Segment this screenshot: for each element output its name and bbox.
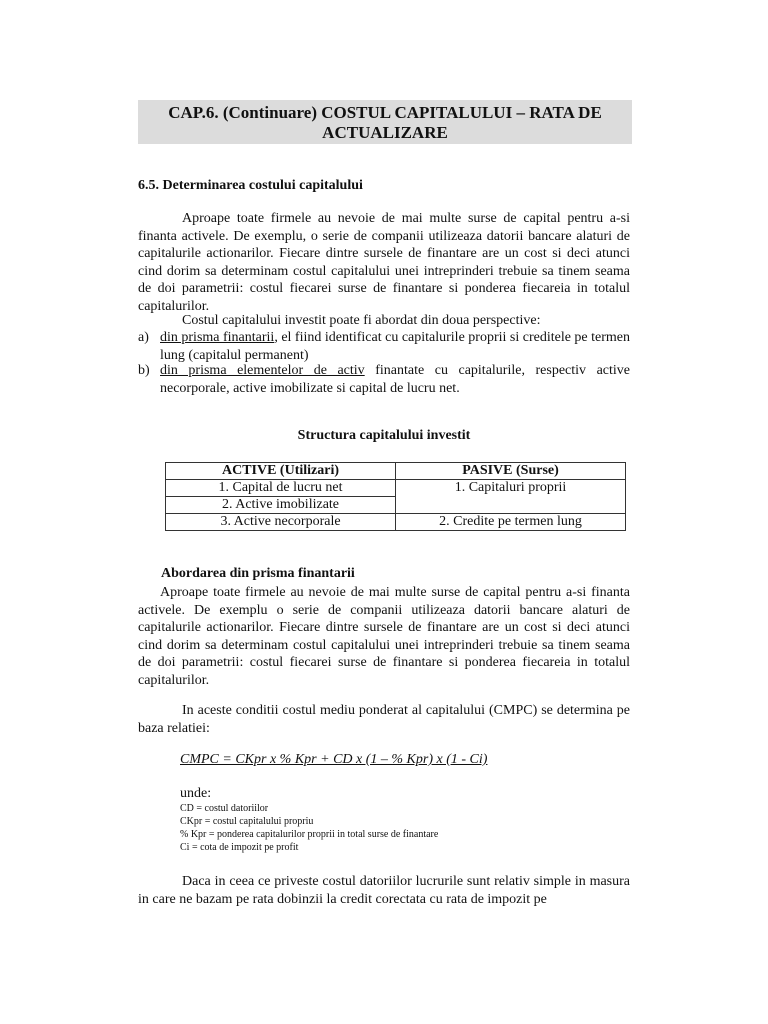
table-cell: 1. Capital de lucru net (166, 480, 396, 497)
chapter-title-line-1: CAP.6. (Continuare) COSTUL CAPITALULUI – RATA DE (168, 103, 602, 122)
list-item-text: , el fiind identificat cu capitalurile proprii si creditele pe termen lung (capitalul permanent) (160, 330, 630, 363)
table-cell: 3. Active necorporale (166, 514, 396, 531)
table-header-row (166, 463, 626, 480)
table-row (166, 480, 626, 497)
cmpc-paragraph: In aceste conditii costul mediu ponderat al capitalului (CMPC) se determina pe baza relatiei: (138, 703, 630, 736)
table-row (166, 514, 626, 531)
intro-paragraph: Aproape toate firmele au nevoie de mai multe surse de capital pentru a-si finanta activele. De exemplu, o serie de companii utilizeaza datorii bancare alaturi de capitalurile actionarilor. Fiecare dintre sursele de finantare are un cost si deci atunci cind dorim sa determinam costul capitalului unei intreprinderi trebuie sa tinem seama de doi parametrii: costul fiecarei surse de finantare si ponderea fiecareia in totalul capitalurilor. (138, 211, 630, 314)
formula-definitions (180, 802, 438, 854)
definition-item: Ci = cota de impozit pe profit (180, 842, 299, 853)
table-cell: 1. Capitaluri proprii (396, 480, 626, 497)
definition-item: CD = costul datoriilor (180, 803, 269, 814)
table-cell: 2. Active imobilizate (166, 497, 396, 514)
financing-heading: Abordarea din prisma finantarii (161, 566, 355, 581)
structure-title: Structura capitalului investit (297, 428, 471, 443)
table-cell (396, 497, 626, 514)
definition-item: % Kpr = ponderea capitalurilor proprii in total surse de finantare (180, 829, 439, 840)
list-marker: b) (138, 363, 150, 378)
chapter-title-line-2: ACTUALIZARE (322, 123, 448, 142)
list-item-b (138, 362, 630, 397)
debt-cost-paragraph: Daca in ceea ce priveste costul datoriilor lucrurile sunt relativ simple in masura in care ne bazam pe rata dobinzii la credit corectata cu rata de impozit pe (138, 874, 630, 907)
table-header-active: ACTIVE (Utilizari) (166, 463, 396, 480)
financing-paragraph: Aproape toate firmele au nevoie de mai multe surse de capital pentru a-si finanta activele. De exemplu o serie de companii utilizeaza datorii bancare alaturi de capitalurile actionarilor. Fiecare dintre sursele de finantare are un cost si deci atunci cind dorim sa determinam costul capitalului unei intreprinderi trebuie sa tinem seama de doi parametrii: costul fiecarei surse de finantare si ponderea fiecareia in totalul capitalurilor. (138, 585, 630, 688)
perspectives-paragraph: Costul capitalului investit poate fi abordat din doua perspective: (182, 313, 541, 328)
table-row (166, 497, 626, 514)
capital-structure-table (165, 462, 626, 531)
list-item-a (138, 329, 630, 364)
list-item-lead: din prisma elementelor de activ (160, 363, 365, 378)
chapter-title (138, 100, 632, 144)
list-marker: a) (138, 330, 149, 345)
table-cell: 2. Credite pe termen lung (396, 514, 626, 531)
list-item-lead: din prisma finantarii (160, 330, 275, 345)
table-header-pasive: PASIVE (Surse) (396, 463, 626, 480)
cmpc-formula: CMPC = CKpr x % Kpr + CD x (1 – % Kpr) x (1 - Ci) (180, 752, 488, 767)
section-heading: 6.5. Determinarea costului capitalului (138, 178, 363, 193)
where-label: unde: (180, 786, 212, 801)
definition-item: CKpr = costul capitalului propriu (180, 816, 314, 827)
list-item-text: finantate cu capitalurile, respectiv active necorporale, active imobilizate si capital de lucru net. (160, 363, 630, 396)
